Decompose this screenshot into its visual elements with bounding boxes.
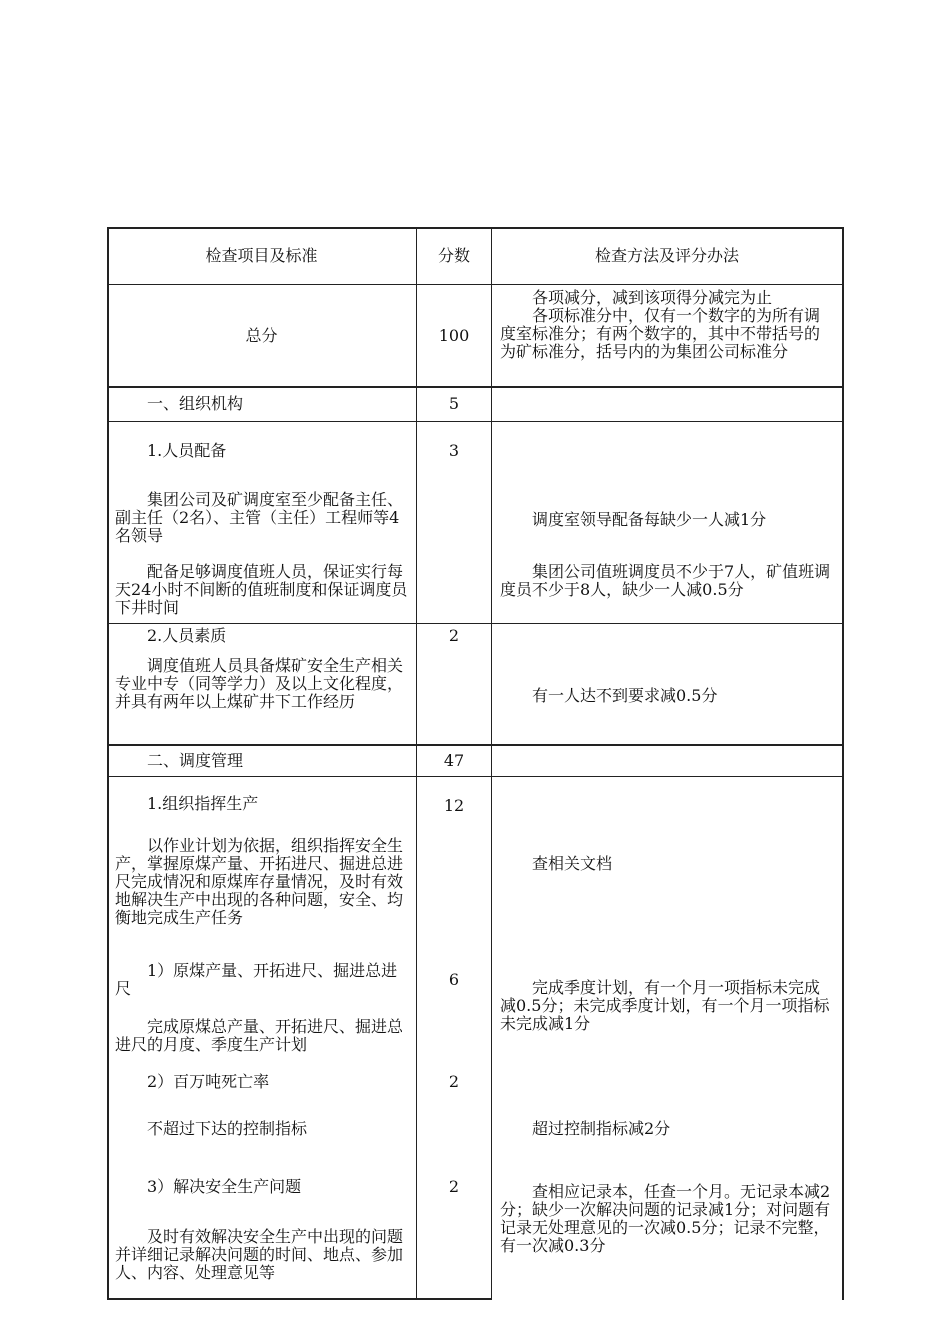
- section2-title: 二、调度管理: [147, 751, 244, 770]
- table-border-right: [842, 227, 844, 1300]
- section2-score: 47: [443, 751, 465, 770]
- s2-sub3-standard: 及时有效解决安全生产中出现的问题并详细记录解决问题的时间、地点、参加人、内容、处理意见等: [115, 1227, 404, 1282]
- total-method-line2: 各项标准分中，仅有一个数字的为所有调度室标准分；有两个数字的，其中不带括号的为矿标准分，括号内的为集团公司标准分: [500, 306, 821, 361]
- s2-sub3-title: 3）解决安全生产问题: [147, 1177, 302, 1196]
- s1-item1-title: 1.人员配备: [147, 441, 227, 460]
- row-divider: [107, 421, 844, 422]
- s1-item2-score: 2: [448, 626, 460, 645]
- table-border-left: [107, 227, 109, 1300]
- scoring-table: [107, 227, 844, 1300]
- s1-item1-standard-b: 配备足够调度值班人员，保证实行每天24小时不间断的值班制度和保证调度员下井时间: [115, 562, 408, 617]
- s2-item1-standard: 以作业计划为依据，组织指挥安全生产，掌握原煤产量、开拓进尺、掘进总进尺完成情况和原煤库存量情况，及时有效地解决生产中出现的各种问题，安全、均衡地完成生产任务: [115, 836, 404, 927]
- s1-item2-standard: 调度值班人员具备煤矿安全生产相关专业中专（同等学力）及以上文化程度，并具有两年以上煤矿井下工作经历: [115, 656, 404, 711]
- s2-sub3-score: 2: [448, 1177, 460, 1196]
- row-divider: [107, 623, 844, 624]
- s1-item1-method-b: 集团公司值班调度员不少于7人，矿值班调度员不少于8人，缺少一人减0.5分: [500, 562, 831, 599]
- s2-sub1-title: 1）原煤产量、开拓进尺、掘进总进尺: [115, 961, 398, 998]
- s2-sub2-method: 超过控制指标减2分: [532, 1119, 671, 1138]
- s2-sub2-title: 2）百万吨死亡率: [147, 1072, 270, 1091]
- s1-item2-title: 2.人员素质: [147, 626, 227, 645]
- s1-item2-method: 有一人达不到要求减0.5分: [532, 686, 718, 705]
- s1-item1-standard-a: 集团公司及矿调度室至少配备主任、副主任（2名）、主管（主任）工程师等4名领导: [115, 490, 404, 545]
- header-score: 分数: [437, 246, 470, 265]
- total-label: 总分: [245, 326, 278, 345]
- row-divider: [107, 776, 844, 777]
- row-divider: [107, 386, 844, 388]
- s1-item1-method-a: 调度室领导配备每缺少一人减1分: [532, 510, 767, 529]
- s2-item1-method: 查相关文档: [532, 854, 613, 873]
- section1-title: 一、组织机构: [147, 394, 244, 413]
- s2-sub3-method: 查相应记录本，任查一个月。无记录本减2分；缺少一次解决问题的记录减1分；对问题有记录无处理意见的一次减0.5分；记录不完整，有一次减0.3分: [500, 1182, 831, 1255]
- row-divider: [107, 284, 844, 285]
- s2-sub1-standard: 完成原煤总产量、开拓进尺、掘进总进尺的月度、季度生产计划: [115, 1017, 404, 1054]
- table-border-top: [107, 227, 844, 229]
- s2-item1-score: 12: [443, 796, 465, 815]
- total-score: 100: [438, 326, 470, 345]
- s2-sub2-score: 2: [448, 1072, 460, 1091]
- header-method: 检查方法及评分办法: [594, 246, 739, 265]
- total-method-line1: 各项减分，减到该项得分减完为止: [532, 288, 773, 307]
- row-divider: [107, 744, 844, 746]
- s2-item1-title: 1.组织指挥生产: [147, 794, 259, 813]
- column-divider: [491, 227, 492, 1300]
- s2-sub1-score: 6: [448, 970, 460, 989]
- s2-sub1-method: 完成季度计划，有一个月一项指标未完成减0.5分；未完成季度计划，有一个月一项指标未完成减1分: [500, 978, 830, 1033]
- table-border-bottom: [107, 1298, 492, 1300]
- s2-sub2-standard: 不超过下达的控制指标: [147, 1119, 308, 1138]
- section1-score: 5: [448, 394, 460, 413]
- header-item-standard: 检查项目及标准: [205, 246, 318, 265]
- s1-item1-score: 3: [448, 441, 460, 460]
